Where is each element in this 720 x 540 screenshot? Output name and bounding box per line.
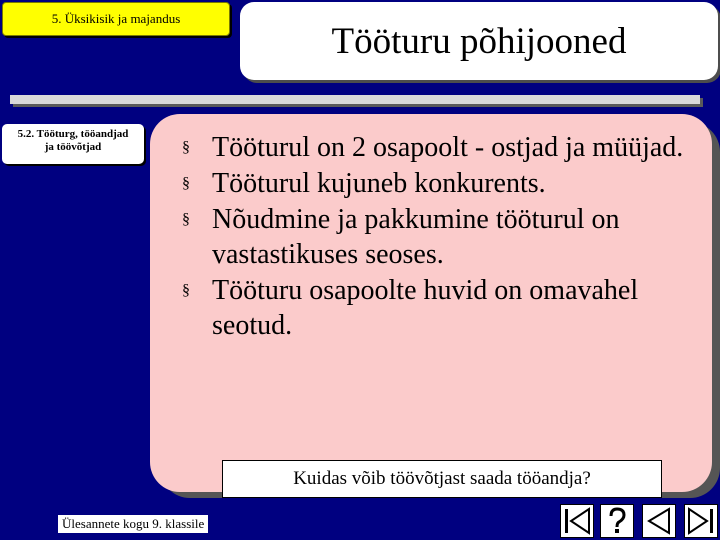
last-slide-icon [685, 505, 717, 537]
subsection-badge[interactable] [2, 124, 144, 164]
bullet-list [182, 130, 712, 344]
first-slide-icon [561, 505, 593, 537]
bullet-item [182, 202, 712, 272]
bullet-item [182, 273, 712, 343]
first-slide-button[interactable] [560, 504, 594, 538]
bullet-icon: § [182, 211, 190, 228]
bullet-item [182, 166, 712, 201]
bullet-text: Tööturul kujuneb konkurents. [212, 168, 546, 199]
bullet-text: Nõudmine ja pakkumine tööturul on vastastikuses seoses. [212, 204, 620, 270]
help-icon [601, 505, 633, 537]
bullet-icon: § [182, 175, 190, 192]
previous-slide-icon [643, 505, 675, 537]
bullet-item [182, 130, 712, 165]
question-link[interactable]: Kuidas võib töövõtjast saada tööandja? [222, 460, 662, 498]
last-slide-button[interactable] [684, 504, 718, 538]
bullet-text: Tööturu osapoolte huvid on omavahel seotud. [212, 275, 639, 341]
section-badge[interactable]: 5. Üksikisik ja majandus [2, 2, 230, 36]
help-button[interactable] [600, 504, 634, 538]
bullet-text: Tööturul on 2 osapoolt - ostjad ja müüjad. [212, 132, 684, 163]
subsection-line1: 5.2. Tööturg, tööandjad [17, 128, 129, 140]
bullet-icon: § [182, 282, 190, 299]
subsection-line2: ja töövõtjad [44, 141, 102, 153]
bullet-icon: § [182, 139, 190, 156]
previous-slide-button[interactable] [642, 504, 676, 538]
divider [10, 95, 700, 104]
footer-text: Ülesannete kogu 9. klassile [58, 515, 208, 533]
slide-title: Tööturu põhijooned [240, 2, 718, 80]
